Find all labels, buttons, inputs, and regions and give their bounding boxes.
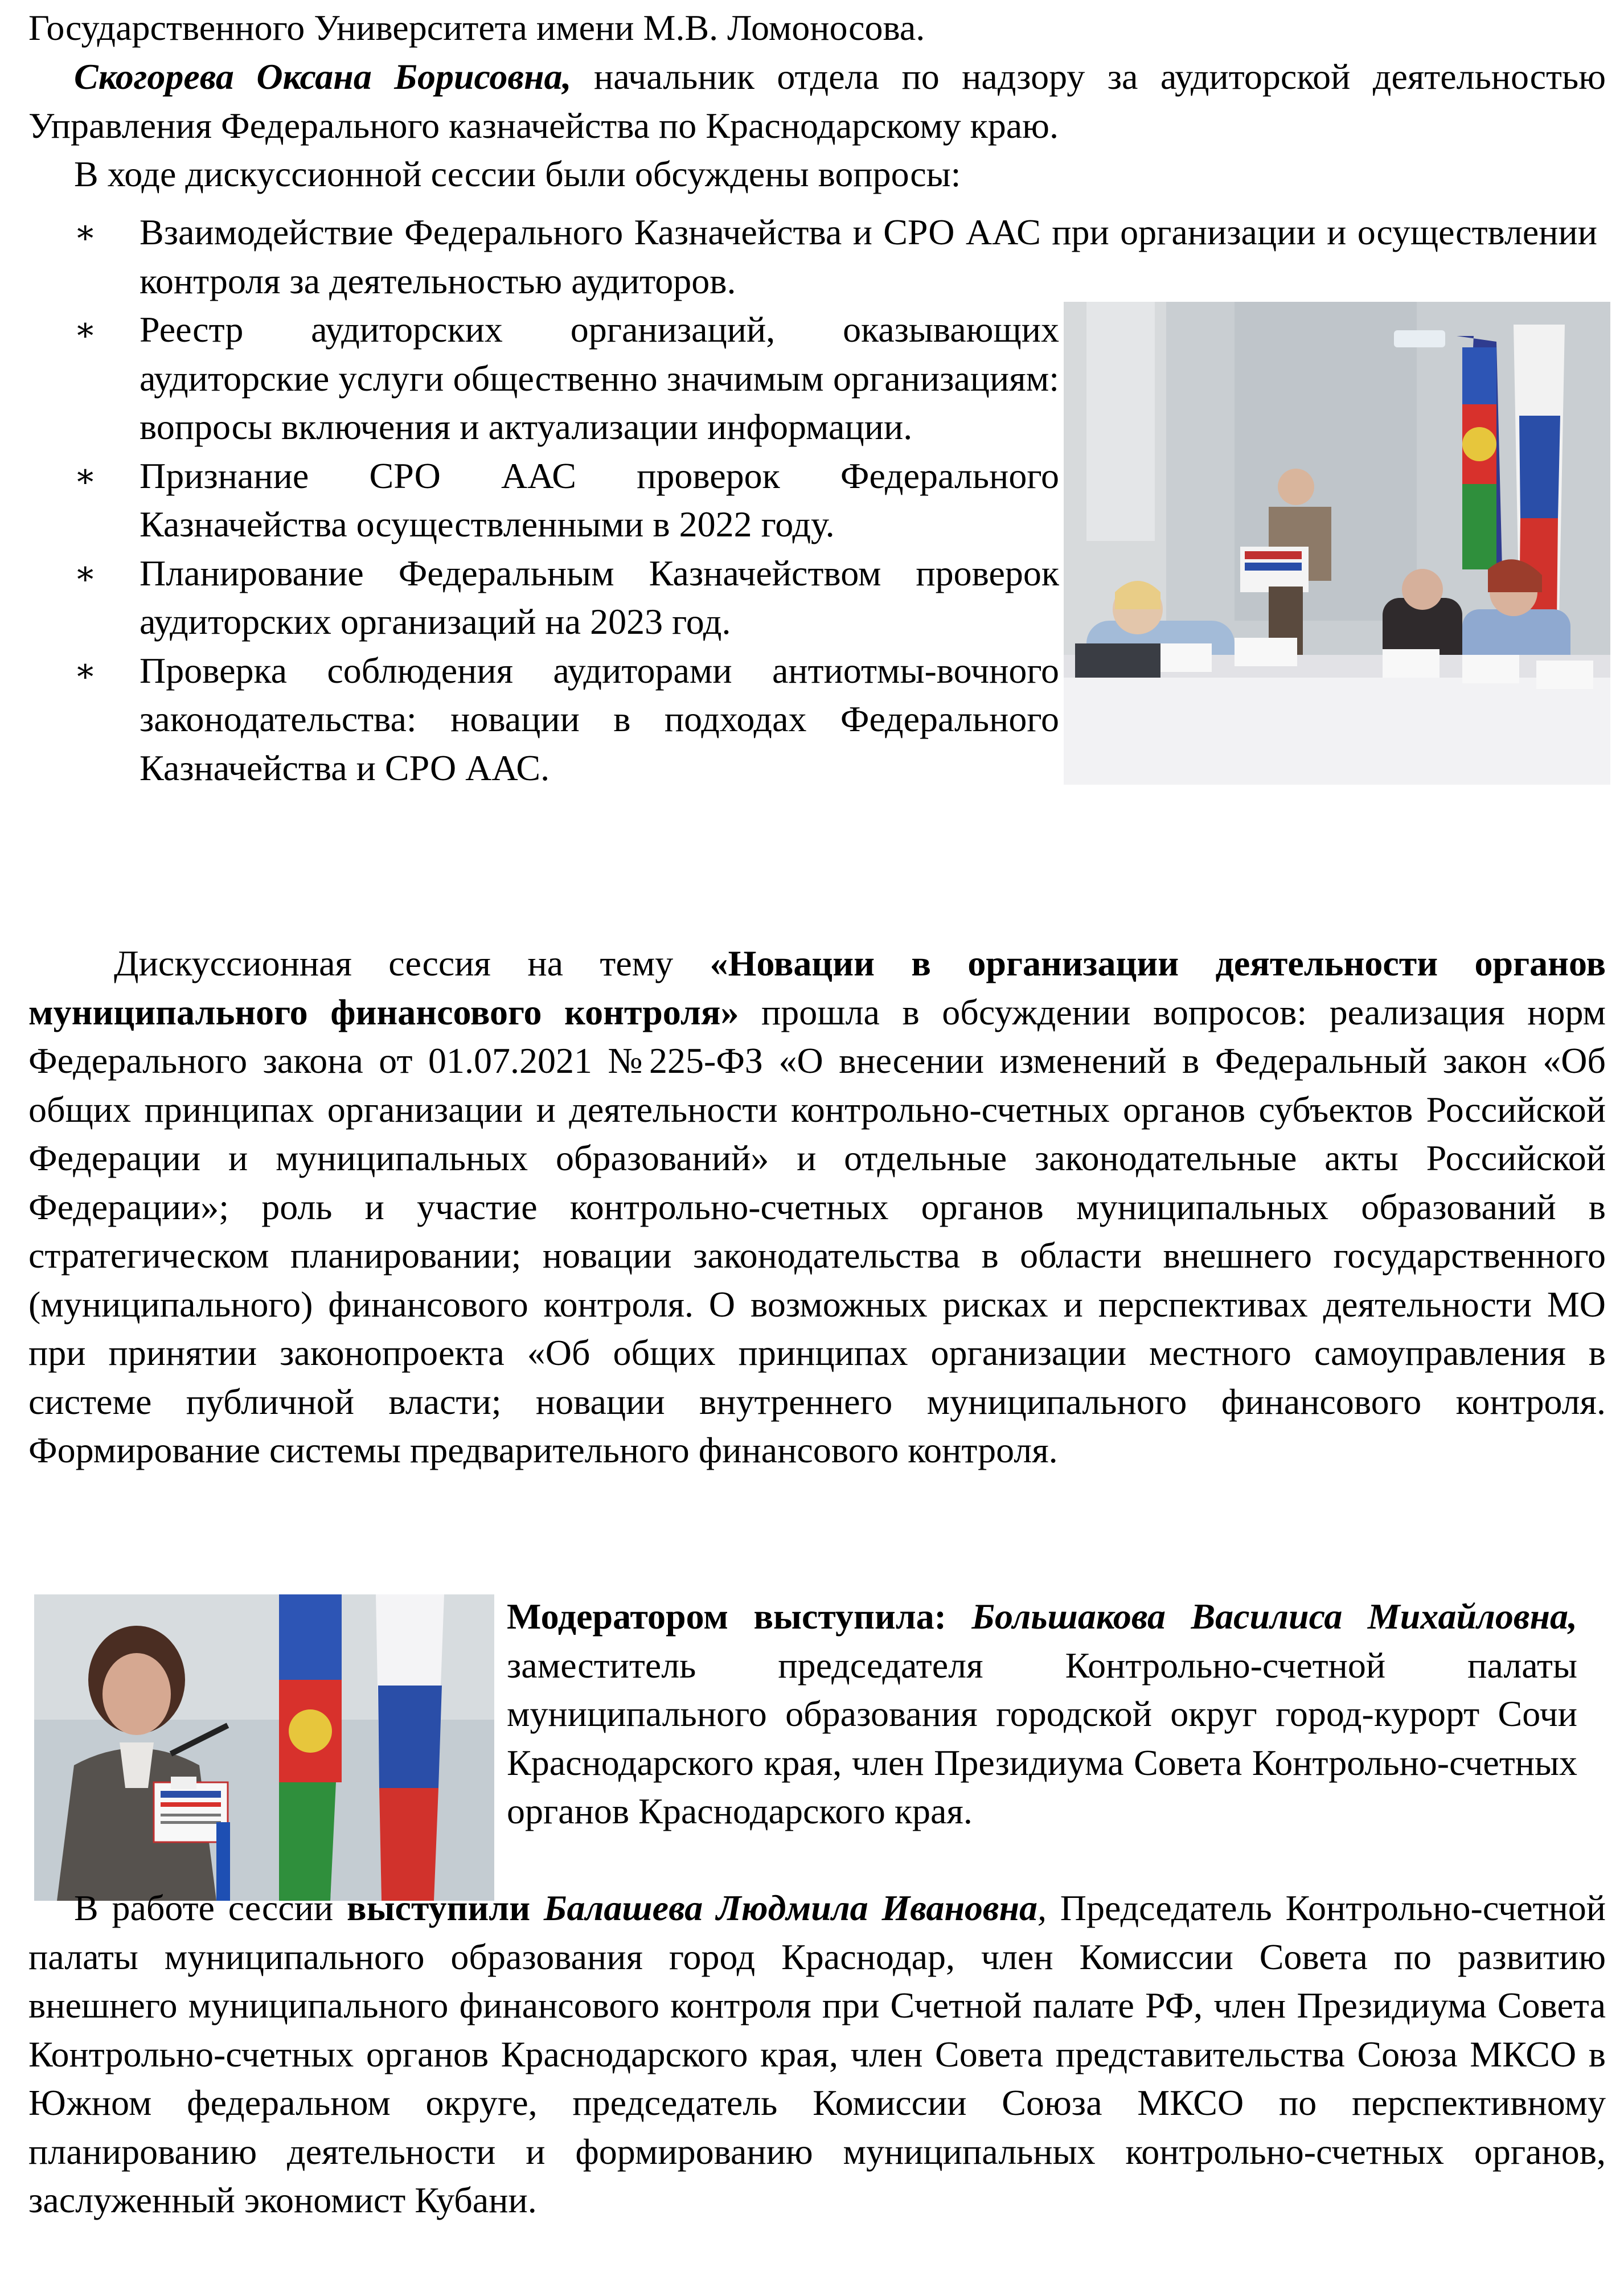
bullet-marker: ∗ bbox=[74, 651, 97, 689]
moderator-photo bbox=[34, 1594, 494, 1901]
intro-paragraph-skogoreva bbox=[28, 52, 1606, 150]
speaker-description: Председатель Контрольно-счетной палаты муниципального образования город Краснодар, член Комиссии Совета по развитию внешнего муниципального финансового контроля при Счетной палате РФ, член Президиума Совета Контрольно-счетных органов Краснодарского края, член Совета представительства Союза МКСО в Южном федеральном округе, председатель Комиссии Союза МКСО по перспективному планированию деятельности и формированию муниципальных контрольно-счетных органов, заслуженный экономист Кубани. bbox=[28, 1888, 1606, 2220]
bullet-marker: ∗ bbox=[74, 457, 97, 494]
speakers-label: выступили bbox=[347, 1888, 544, 1928]
moderator-description: заместитель председателя Контрольно-счетной палаты муниципального образования городской округ город-курорт Сочи Краснодарского края, член Президиума Совета Контрольно-счетных органов Краснодарского края. bbox=[507, 1645, 1577, 1831]
speaker-name: Балашева Людмила Ивановна bbox=[543, 1888, 1038, 1928]
discussion-lead: В ходе дискуссионной сессии были обсуждены вопросы: bbox=[74, 154, 961, 194]
bullet-marker: ∗ bbox=[74, 554, 97, 592]
list-item: ∗ Проверка соблюдения аудиторами антиотмы-вочного законодательства: новации в подходах Федерального Казначейства и СРО ААС. bbox=[74, 646, 1059, 793]
session-paragraph: Дискуссионная сессия на тему «Новации в организации деятельности органов муниципального финансового контроля» прошла в обсуждении вопросов: реализация норм Федерального закона от 01.07.2021 №225-ФЗ «О внесении изменений в Федеральный закон «Об общих принципах организации и деятельности контрольно-счетных органов субъектов Российской Федерации и муниципальных образований» и отдельные законодательные акты Российской Федерации»; роль и участие контрольно-счетных органов муниципальных образований в стратегическом планировании; новации законодательства в области внешнего государственного (муниципального) финансового контроля. О возможных рисках и перспективах деятельности МО при принятии законопроекта «Об общих принципах организации местного самоуправления в системе публичной власти; новации внутреннего муниципального финансового контроля. Формирование системы предварительного финансового контроля. bbox=[28, 943, 1606, 1470]
list-item: ∗ Признание СРО ААС проверок Федерального Казначейства осуществленными в 2022 году. bbox=[74, 452, 1059, 549]
bullet-marker: ∗ bbox=[74, 311, 97, 348]
moderator-paragraph bbox=[507, 1592, 1577, 1836]
discussion-topics-list bbox=[74, 208, 1597, 792]
list-item: ∗ Взаимодействие Федерального Казначейства и СРО ААС при организации и осуществлении контроля за деятельностью аудиторов. bbox=[74, 208, 1597, 305]
session-topic: «Новации в организации деятельности органов муниципального финансового контроля» bbox=[28, 943, 1606, 1032]
intro-line-university: Государственного Университета имени М.В. Ломоносова. bbox=[28, 7, 925, 48]
speakers-paragraph: В работе сессии выступили Балашева Людмила Ивановна, Председатель Контрольно-счетной палаты муниципального образования город Краснодар, член Комиссии Совета по развитию внешнего муниципального финансового контроля при Счетной палате РФ, член Президиума Совета Контрольно-счетных органов Краснодарского края, член Совета представительства Союза МКСО в Южном федеральном округе, председатель Комиссии Союза МКСО по перспективному планированию деятельности и формированию муниципальных контрольно-счетных органов, заслуженный экономист Кубани. bbox=[28, 1888, 1606, 2220]
list-item: ∗ Реестр аудиторских организаций, оказывающих аудиторские услуги общественно значимым организациям: вопросы включения и актуализации информации. bbox=[74, 305, 1059, 452]
person-description: начальник отдела по надзору за аудиторской деятельностью Управления Федерального казначейства по Краснодарскому краю. bbox=[28, 56, 1606, 146]
conference-photo bbox=[1064, 302, 1610, 785]
moderator-label: Модератором выступила: bbox=[507, 1596, 972, 1637]
moderator-name: Большакова Василиса Михайловна, bbox=[971, 1596, 1577, 1637]
bullet-marker: ∗ bbox=[74, 214, 97, 251]
conference-photo-illustration bbox=[1064, 302, 1610, 785]
list-item: ∗ Планирование Федеральным Казначейством проверок аудиторских организаций на 2023 год. bbox=[74, 549, 1059, 646]
person-name: Скогорева Оксана Борисовна, bbox=[74, 56, 572, 97]
moderator-photo-illustration bbox=[34, 1594, 494, 1901]
